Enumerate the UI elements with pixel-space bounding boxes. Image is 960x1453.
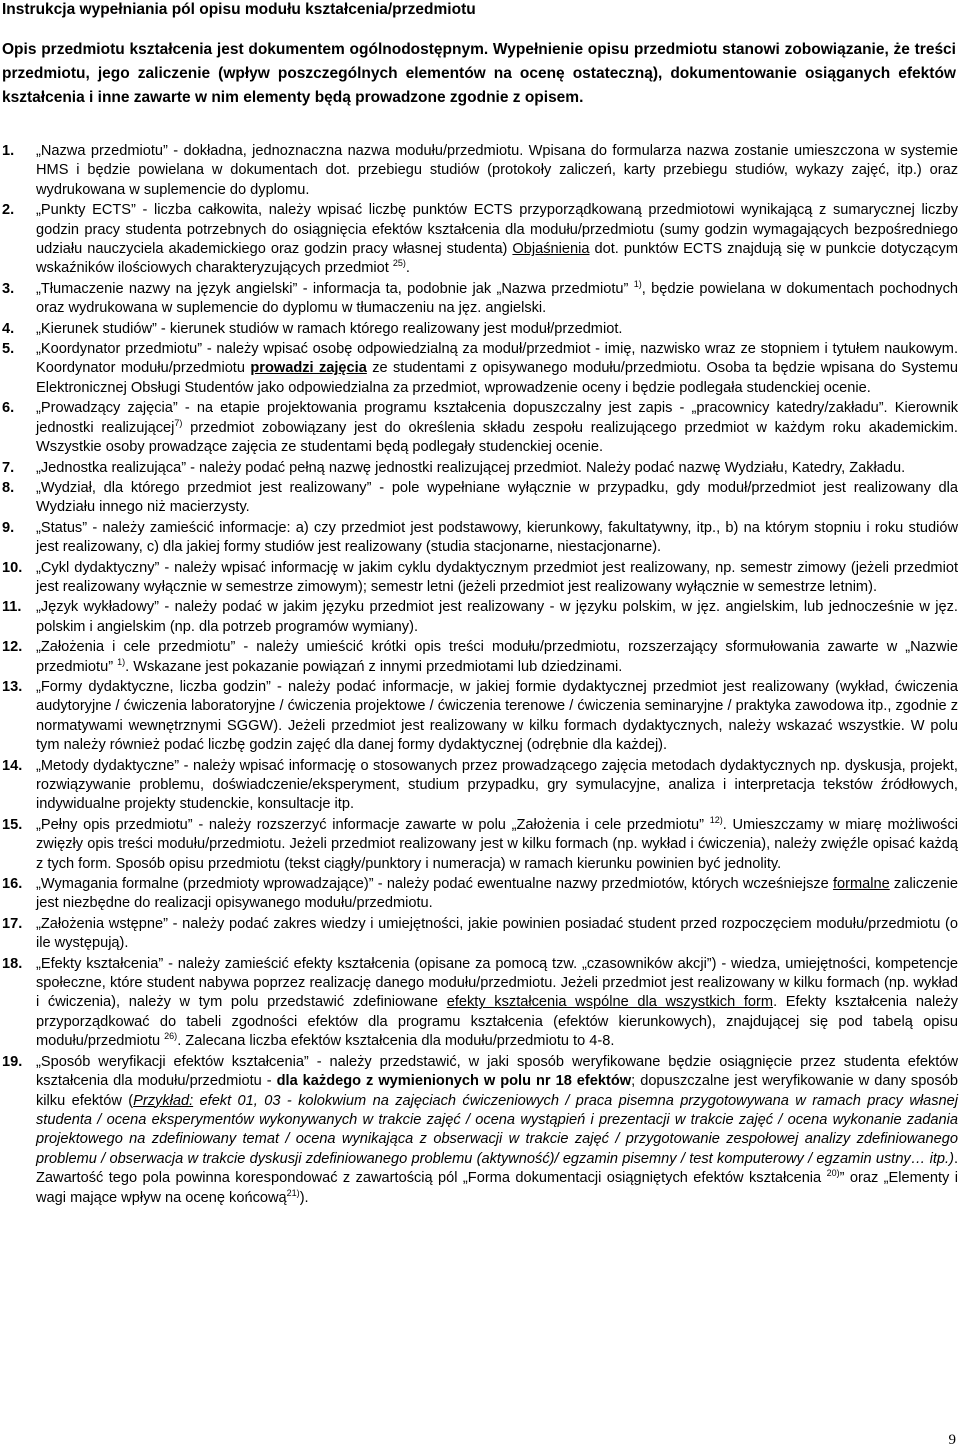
list-item [2, 559, 958, 598]
item-text: „Sposób weryfikacji efektów kształcenia” - należy przedstawić, w jaki sposób weryfikowane będzie osiągnięcie przez studenta efektów kształcenia dla modułu/przedmiotu - [36, 1053, 958, 1090]
item-number: 11. [2, 599, 22, 616]
list-item [2, 816, 958, 874]
item-text: . Wskazane jest pokazanie powiązań z innymi przedmiotami lub dziedzinami. [125, 658, 623, 675]
footnote-ref: 20) [826, 1168, 840, 1179]
item-number: 2. [2, 202, 15, 219]
list-item [2, 399, 958, 457]
item-number: 16. [2, 876, 23, 893]
item-text: „Prowadzący zajęcia” - na etapie projektowania programu kształcenia dopuszczalny jest zapis - „pracownicy katedry/zakładu”. Kierownik jednostki realizującej [36, 400, 958, 436]
item-text: . Zawartość tego pola powinna korespondować z zawartością pól „Forma dokumentacji osiągniętych efektów kształcenia [36, 1150, 958, 1187]
item-number: 4. [2, 320, 15, 337]
list-item [2, 142, 958, 200]
item-text: przedmiot zobowiązany jest do określenia składu zespołu realizującego przedmiot w każdym roku akademickim. Wszystkie osoby prowadzące zajęcia ze studentami będą podlegały studenckiej ocenie. [36, 419, 958, 456]
list-item [2, 1053, 958, 1208]
item-text: „Kierunek studiów” - kierunek studiów w ramach którego realizowany jest moduł/przedmiot. [36, 320, 623, 337]
item-text: „Jednostka realizująca” - należy podać pełną nazwę jednostki realizującej przedmiot. Należy podać nazwę Wydziału, Katedry, Zakładu. [36, 459, 906, 476]
footnote-ref: 1) [633, 278, 642, 289]
item-number: 1. [2, 143, 15, 159]
item-text: , będzie powielana w dokumentach pochodnych oraz wydrukowana w suplemencie do dyplomu w tłumaczeniu na jęz. angielski. [36, 280, 958, 317]
footnote-ref: 12) [709, 814, 723, 825]
item-text: . Zalecana liczba efektów kształcenia dla modułu/przedmiotu to 4-8. [177, 1033, 615, 1050]
item-text: „Cykl dydaktyczny” - należy wpisać informację w jakim cyklu dydaktycznym przedmiot jest realizowany, np. semestr zimowy (jeżeli przedmiot jest realizowany wyłącznie w semestrze zimowym); semestr letni (jeżeli przedmiot jest realizowany wyłącznie w semestrze letnim). [36, 559, 958, 595]
footnote-ref: 26) [164, 1031, 178, 1042]
item-number: 15. [2, 816, 23, 833]
list-item [2, 638, 958, 677]
page-number: 9 [948, 1432, 956, 1448]
list-item [2, 280, 958, 319]
footnote-ref: 21) [286, 1187, 300, 1198]
footnote-ref: 7) [174, 417, 183, 428]
list-item [2, 479, 958, 518]
item-number: 3. [2, 280, 15, 297]
intro-paragraph: Opis przedmiotu kształcenia jest dokumentem ogólnodostępnym. Wypełnienie opisu przedmiotu stanowi zobowiązanie, że treści przedmiotu, jego zaliczenie (wpływ poszczególnych elementów na ocenę ostateczną), dokumentowanie osiąganych efektów kształcenia i inne zawarte w nim elementy będą prowadzone zgodnie z opisem. [2, 41, 956, 106]
italic-text: efekt 01, 03 - kolokwium na zajęciach ćwiczeniowych / praca pisemna przygotowywana w ramach pracy własnej studenta / ocena eksperymentów wykonywanych w trakcie zajęć / ocena wystąpień i prezentacji w trakcie zajęć / ocena wykonanie zadania projektowego na zdefiniowany temat / ocena wynikająca z obserwacji w trakcie zajęć / przygotowanie zespołowej analizy zdefiniowanego problemu / obserwacja w trakcie dyskusji zdefiniowanego problemu (aktywność)/ egzamin pisemny / test komputerowy / egzamin ustny… itp.) [36, 1092, 958, 1167]
item-text: „Tłumaczenie nazwy na język angielski” - informacja ta, podobnie jak „Nazwa przedmiotu” [36, 280, 634, 297]
list-item [2, 201, 958, 279]
item-text: „Efekty kształcenia” - należy zamieścić efekty kształcenia (opisane za pomocą tzw. „czasowników akcji”) - wiedza, umiejętności, kompetencje społeczne, które student nabywa poprzez realizację danego modułu/przedmiotu. Jeżeli przedmiot jest realizowany w kilku formach (np. wykład i ćwiczenia), należy w tym polu przedstawić zdefiniowane [36, 955, 958, 1011]
item-number: 17. [2, 915, 23, 932]
item-number: 19. [2, 1053, 23, 1070]
bold-text: dla każdego z wymienionych w polu nr 18 efektów [276, 1073, 632, 1090]
item-text: „Punkty ECTS” - liczba całkowita, należy wpisać liczbę punktów ECTS przyporządkowaną przedmiotowi wynikającą z sumarycznej liczby godzin pracy studenta potrzebnych do osiągnięcia efektów kształcenia dla modułu/przedmiotu (sumy godzin wymagających bezpośredniego udziału nauczyciela akademickiego oraz godzin pracy własnej studenta) [36, 202, 958, 258]
item-text: zaliczenie jest niezbędne do realizacji opisywanego modułu/przedmiotu. [36, 876, 959, 912]
item-number: 13. [2, 678, 23, 695]
item-text: „Nazwa przedmiotu” - dokładna, jednoznaczna nazwa modułu/przedmiotu. Wpisana do formularza nazwa zostanie umieszczona w systemie HMS i będzie powielana w dokumentach dot. przebiegu studiów (protokoły zaliczeń, karty przebiegu studiów, wykazy zajęć, itp.) oraz wydrukowana w suplemencie do dyplomu. [36, 143, 958, 198]
item-text: ze studentami z opisywanego modułu/przedmiotu. Osoba ta będzie wpisana do Systemu Elektronicznej Obsługi Studentów jako odpowiedzialna za przedmiot, wprowadzenie oceny i będzie podlegała studenckiej ocenie. [36, 360, 958, 396]
document-heading: Instrukcja wypełniania pól opisu modułu kształcenia/przedmiotu [2, 1, 476, 18]
list-item [2, 598, 958, 637]
italic-underlined-text: Przykład: [133, 1092, 194, 1109]
item-number: 10. [2, 559, 23, 576]
item-text: dot. punktów ECTS znajdują się w punkcie dotyczącym wskaźników ilościowych charakteryzujących przedmiot [36, 241, 958, 277]
underlined-text: Objaśnienia [512, 241, 590, 258]
item-number: 12. [2, 639, 23, 656]
bold-underlined-text: prowadzi zajęcia [250, 360, 367, 377]
item-text: . Umieszczamy w miarę możliwości zwięzły opis treści modułu/przedmiotu. Jeżeli przedmiot realizowany jest w kilku formach (np. wykład i ćwiczenia), należy zwięźle opisać każdą z tych form. Sposób opisu przedmiotu (tekst ciągły/punktory i numeracja) w ramach kierunku powinien być jednolity. [36, 816, 958, 872]
list-item [2, 459, 958, 478]
item-text: „Koordynator przedmiotu” - należy wpisać osobę odpowiedzialną za moduł/przedmiot - imię, nazwisko wraz ze stopniem i tytułem naukowym. Koordynator modułu/przedmiotu [36, 341, 958, 377]
list-item [2, 320, 958, 339]
item-text: „Założenia wstępne” - należy podać zakres wiedzy i umiejętności, jakie powinien posiadać student przed rozpoczęciem modułu/przedmiotu (o ile występują). [36, 915, 958, 952]
item-number: 6. [2, 400, 15, 417]
list-item [2, 519, 958, 558]
item-text: ; dopuszczalne jest weryfikowanie w dany sposób kilku efektów ( [36, 1073, 958, 1109]
item-text: „Wymagania formalne (przedmioty wprowadzające)” - należy podać ewentualne nazwy przedmiotów, których wcześniejsze [36, 876, 833, 893]
list-item [2, 757, 958, 815]
item-text: „Pełny opis przedmiotu” - należy rozszerzyć informacje zawarte w polu „Założenia i cele przedmiotu” [36, 816, 710, 833]
footnote-ref: 1) [117, 656, 126, 667]
underlined-text: efekty kształcenia wspólne dla wszystkich form [446, 994, 774, 1011]
list-item [2, 955, 958, 1052]
list-item [2, 915, 958, 954]
list-item [2, 678, 958, 756]
item-number: 18. [2, 955, 23, 972]
item-text: „Formy dydaktyczne, liczba godzin” - należy podać informacje, w jakiej formie dydaktycznej przedmiot jest realizowany (wykład, ćwiczenia audytoryjne / ćwiczenia laboratoryjne / ćwiczenia projektowe / ćwiczenia terenowe / ćwiczenia seminaryjne / praktyka zawodowa itp., zgodnie z normatywami wewnętrznymi SGGW). Jeżeli przedmiot jest realizowany w kilku formach dydaktycznych, należy wskazać wszystkie. W polu tym należy również podać liczbę godzin zajęć dla danej formy dydaktycznej (odrębnie dla każdej). [36, 678, 958, 754]
item-number: 7. [2, 459, 15, 476]
underlined-text: formalne [832, 876, 890, 893]
item-text: ” oraz „Elementy i wagi mające wpływ na ocenę końcową [36, 1170, 958, 1206]
item-number: 9. [2, 519, 15, 536]
item-text: „Założenia i cele przedmiotu” - należy umieścić krótki opis treści modułu/przedmiotu, rozszerzający sformułowania zawarte w „Nazwie przedmiotu” [36, 639, 958, 675]
item-text: „Język wykładowy” - należy podać w jakim języku przedmiot jest realizowany - w języku polskim, w jęz. angielskim, lub jednocześnie w jęz. polskim i angielskim (np. dla potrzeb programów wymiany). [36, 599, 958, 635]
list-item [2, 340, 958, 398]
item-text: . Efekty kształcenia należy przyporządkować do tabeli zgodności efektów dla programu kształcenia (efektów kierunkowych), znajdującej się pod tabelą opisu modułu/przedmiotu [36, 994, 959, 1050]
item-text: „Status” - należy zamieścić informacje: a) czy przedmiot jest podstawowy, kierunkowy, fakultatywny, itp., b) na którym stopniu i roku studiów jest realizowany, c) dla jakiej formy studiów jest realizowany (studia stacjonarne, niestacjonarne). [36, 519, 958, 556]
item-text: . [405, 260, 410, 277]
item-number: 5. [2, 341, 15, 358]
item-text: ). [299, 1189, 309, 1206]
instruction-list [2, 142, 958, 1209]
item-text: „Metody dydaktyczne” - należy wpisać informację o stosowanych przez prowadzącego zajęcia metodach dydaktycznych np. dyskusja, projekt, rozwiązywanie problemu, doświadczenie/eksperyment, studium przypadku, gry symulacyjne, analiza i interpretacja tekstów źródłowych, indywidualne projekty studenckie, konsultacje itp. [36, 757, 958, 813]
item-number: 14. [2, 757, 23, 774]
footnote-ref: 25) [392, 258, 406, 269]
item-number: 8. [2, 479, 15, 496]
item-text: „Wydział, dla którego przedmiot jest realizowany” - pole wypełniane wyłącznie w przypadku, gdy moduł/przedmiot jest realizowany dla Wydziału innego niż macierzysty. [36, 479, 958, 516]
list-item [2, 875, 958, 914]
